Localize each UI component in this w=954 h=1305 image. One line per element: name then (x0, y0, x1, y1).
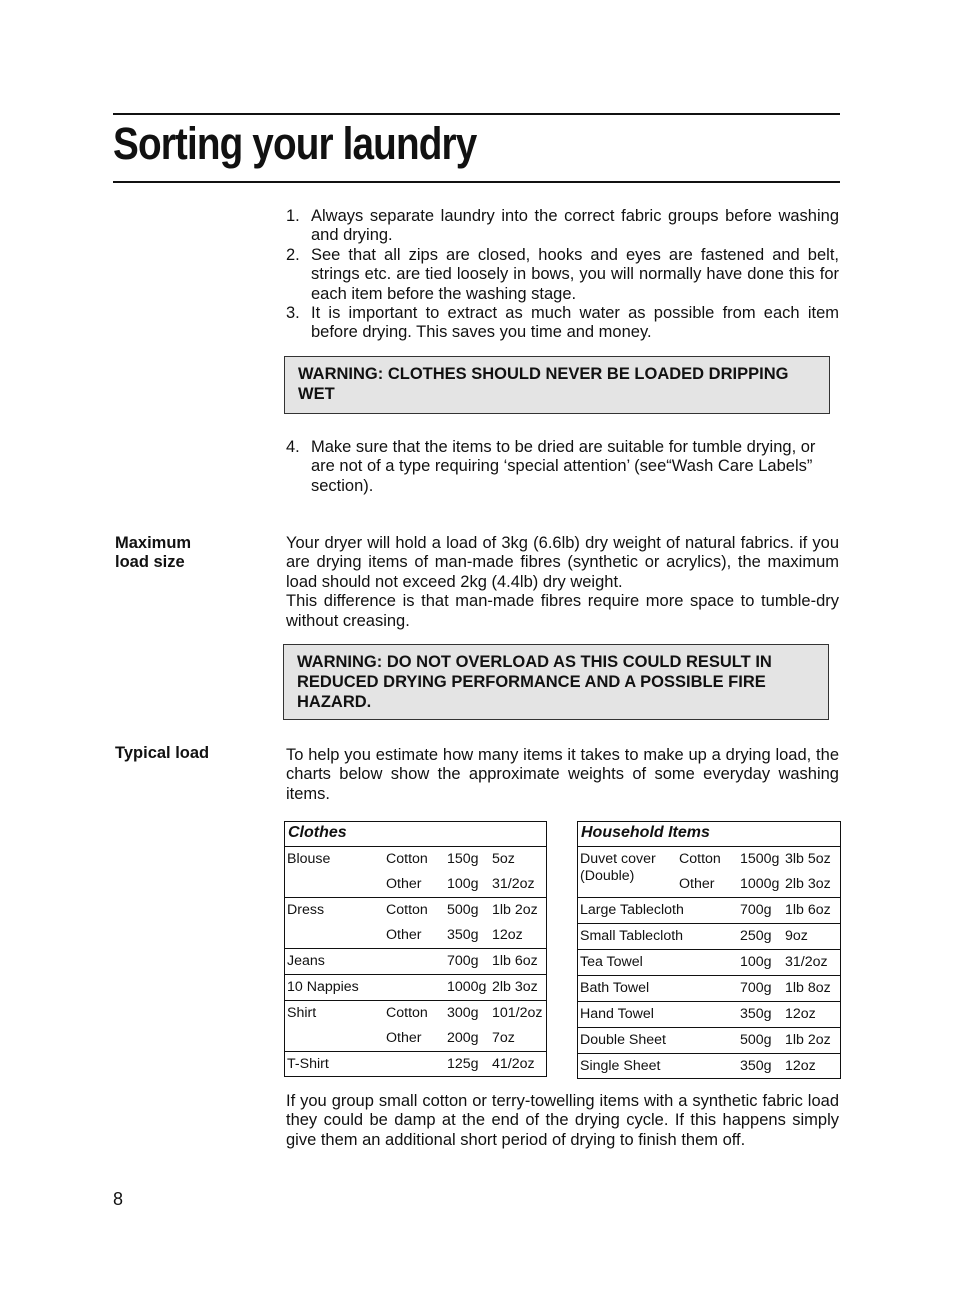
table-row: Bath Towel 700g 1lb 8oz (578, 976, 840, 1002)
table-row: Hand Towel 350g 12oz (578, 1002, 840, 1028)
household-table (577, 821, 841, 1079)
typical-load-heading: Typical load (115, 744, 210, 762)
typical-load-intro: To help you estimate how many items it takes to make up a drying load, the charts below show the approximate weights of some everyday washing items. (286, 746, 839, 803)
title-rule (113, 181, 840, 183)
clothes-table (284, 821, 547, 1077)
table-row: Dress Cotton 500g 1lb 2oz Other 350g 12oz (285, 898, 546, 949)
page-number: 8 (113, 1189, 124, 1209)
max-load-text: Your dryer will hold a load of 3kg (6.6lb) dry weight of natural fabrics. if you are drying items of man-made fibres (synthetic or acrylics), the maximum load should not exceed 2kg (4.4lb) dry weight. This difference is that man-made fibres require more space to tumble-dry without creasing. (286, 534, 839, 630)
household-table-header: Household Items (578, 822, 840, 847)
table-row: Small Tablecloth 250g 9oz (578, 924, 840, 950)
warning-dripping-wet: WARNING: CLOTHES SHOULD NEVER BE LOADED DRIPPING WET (284, 356, 830, 414)
list-item: 1. Always separate laundry into the correct fabric groups before washing and drying. (286, 207, 839, 245)
table-row: 10 Nappies 1000g 2lb 3oz (285, 975, 546, 1001)
table-row: T-Shirt 125g 41/2oz (287, 1056, 535, 1072)
table-row: Tea Towel 100g 31/2oz (578, 950, 840, 976)
table-row: Single Sheet 350g 12oz (580, 1058, 816, 1074)
top-rule (113, 113, 840, 115)
list-item: 2. See that all zips are closed, hooks and eyes are fastened and belt, strings etc. are tied loosely in bows, you will normally have done this for each item before the washing stage. (286, 245, 839, 303)
table-row: Shirt Cotton 300g 101/2oz Other 200g 7oz (285, 1001, 546, 1052)
list-item: 3. It is important to extract as much water as possible from each item before drying. This saves you time and money. (286, 304, 839, 342)
steps-list (286, 207, 839, 343)
list-item: 4. Make sure that the items to be dried are suitable for tumble drying, or are not of a type requiring ‘special attention’ (see“Wash Care Labels” section). (286, 438, 816, 495)
page-title: Sorting your laundry (113, 118, 477, 169)
table-row: Blouse Cotton 150g 5oz Other 100g 31/2oz (285, 847, 546, 898)
table-row: Double Sheet 500g 1lb 2oz (578, 1028, 840, 1054)
step-four (286, 438, 839, 496)
clothes-table-header: Clothes (285, 822, 546, 847)
max-load-heading: Maximum load size (115, 534, 192, 572)
table-row: Duvet cover (Double) Cotton 1500g 3lb 5oz Other 1000g 2lb 3oz (578, 847, 840, 898)
table-row: Jeans 700g 1lb 6oz (285, 949, 546, 975)
warning-overload: WARNING: DO NOT OVERLOAD AS THIS COULD RESULT IN REDUCED DRYING PERFORMANCE AND A POSSIBLE FIRE HAZARD. (283, 644, 829, 720)
closing-paragraph: If you group small cotton or terry-towelling items with a synthetic fabric load they could be damp at the end of the drying cycle. If this happens simply give them an additional short period of drying to finish them off. (286, 1092, 839, 1149)
table-row: Large Tablecloth 700g 1lb 6oz (578, 898, 840, 924)
